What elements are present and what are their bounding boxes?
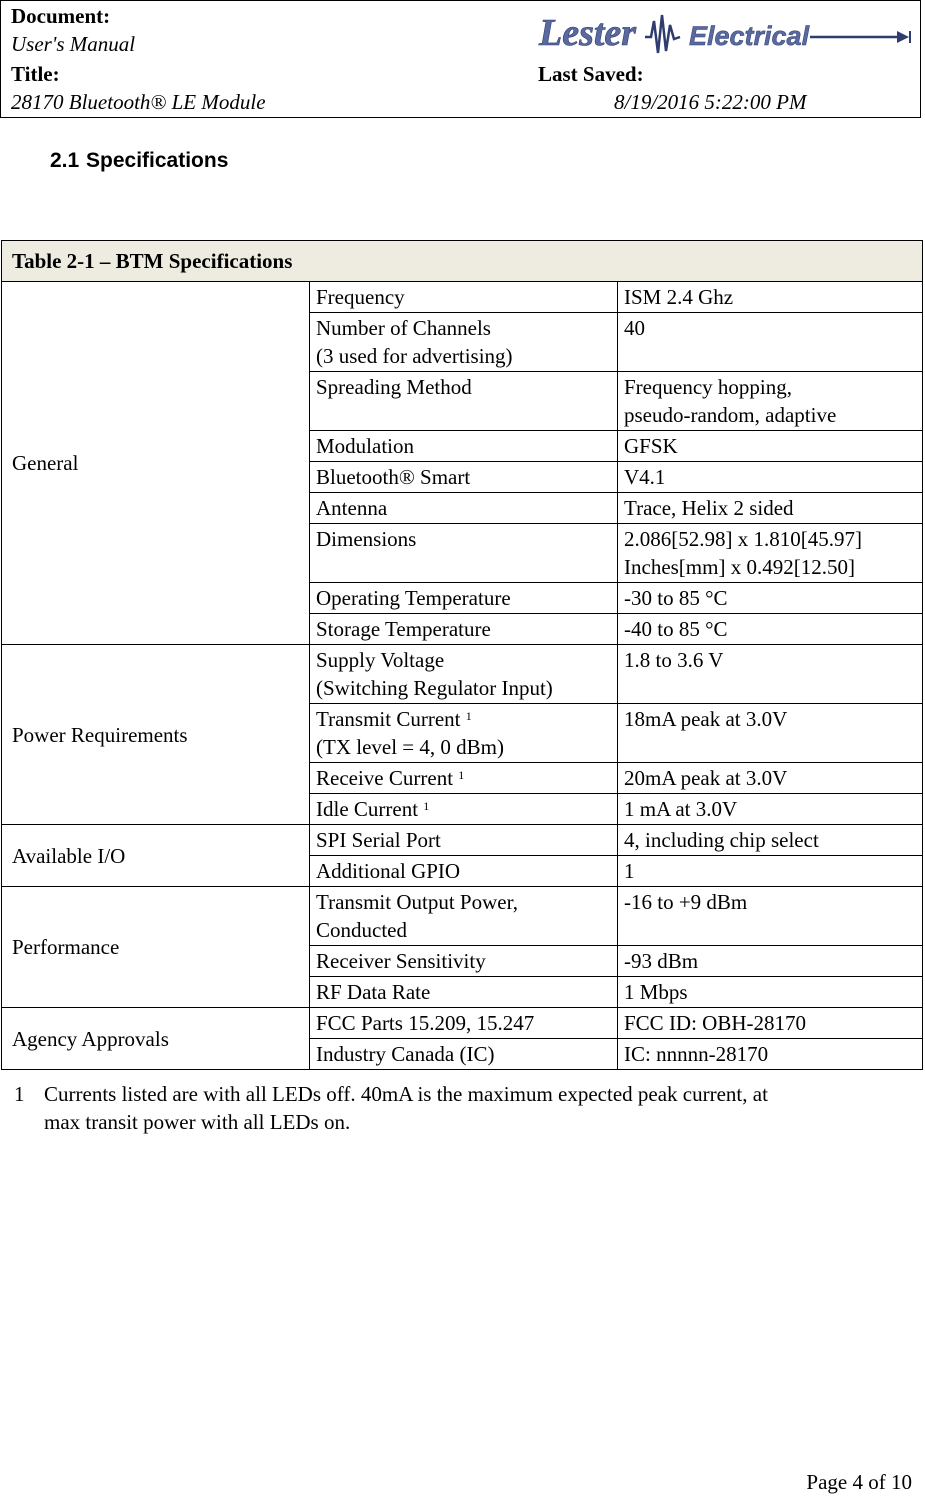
title-label: Title: (11, 62, 60, 86)
param-cell: RF Data Rate (310, 977, 618, 1008)
group-available-io: Available I/O (2, 825, 310, 887)
value-cell: -40 to 85 °C (618, 614, 923, 645)
value-cell (618, 372, 923, 431)
value-line: Frequency hopping, (624, 375, 792, 399)
btm-specifications-table (1, 240, 923, 1070)
param-line: Transmit Output Power, (316, 890, 518, 914)
group-agency-approvals: Agency Approvals (2, 1008, 310, 1070)
lester-electrical-logo (537, 7, 917, 59)
group-power-requirements: Power Requirements (2, 645, 310, 825)
value-cell: -93 dBm (618, 946, 923, 977)
param-cell: Modulation (310, 431, 618, 462)
param-line: (Switching Regulator Input) (316, 676, 553, 700)
last-saved-value: 8/19/2016 5:22:00 PM (614, 90, 807, 114)
value-cell: 1 Mbps (618, 977, 923, 1008)
value-line: 2.086[52.98] x 1.810[45.97] (624, 527, 862, 551)
param-cell: SPI Serial Port (310, 825, 618, 856)
svg-text:Lester: Lester (539, 12, 637, 54)
param-cell: Operating Temperature (310, 583, 618, 614)
value-cell: FCC ID: OBH-28170 (618, 1008, 923, 1039)
param-cell: Frequency (310, 282, 618, 313)
value-cell (618, 524, 923, 583)
footnote-ref: 1 (465, 709, 472, 723)
document-header (0, 0, 921, 118)
param-cell: FCC Parts 15.209, 15.247 (310, 1008, 618, 1039)
page-number: Page 4 of 10 (806, 1470, 912, 1494)
footnote-ref: 1 (458, 768, 465, 782)
table-caption: Table 2-1 – BTM Specifications (2, 241, 923, 282)
table-row (2, 645, 923, 704)
param-line: Conducted (316, 918, 407, 942)
document-label: Document: (11, 4, 111, 28)
param-cell: Spreading Method (310, 372, 618, 431)
title-value: 28170 Bluetooth® LE Module (11, 90, 266, 114)
footnote-ref: 1 (423, 799, 430, 813)
value-cell: ISM 2.4 Ghz (618, 282, 923, 313)
table-row (2, 282, 923, 313)
section-heading (50, 149, 228, 173)
value-cell: V4.1 (618, 462, 923, 493)
param-cell: Dimensions (310, 524, 618, 583)
last-saved-label: Last Saved: (538, 62, 644, 86)
value-cell: 4, including chip select (618, 825, 923, 856)
table-caption-row (2, 241, 923, 282)
param-cell (310, 794, 618, 825)
group-performance: Performance (2, 887, 310, 1008)
value-cell: GFSK (618, 431, 923, 462)
param-cell: Industry Canada (IC) (310, 1039, 618, 1070)
param-cell: Storage Temperature (310, 614, 618, 645)
value-line: pseudo-random, adaptive (624, 403, 837, 427)
value-cell: 18mA peak at 3.0V (618, 704, 923, 763)
param-line: Idle Current (316, 797, 419, 821)
param-cell: Receiver Sensitivity (310, 946, 618, 977)
value-cell: 1.8 to 3.6 V (618, 645, 923, 704)
footnote-text: Currents listed are with all LEDs off. 40mA is the maximum expected peak current, at (44, 1082, 768, 1106)
footnote-line (14, 1080, 914, 1108)
param-line: (TX level = 4, 0 dBm) (316, 735, 504, 759)
footnote-continuation: max transit power with all LEDs on. (44, 1110, 351, 1134)
value-cell: -16 to +9 dBm (618, 887, 923, 946)
footnote-number: 1 (14, 1082, 25, 1106)
param-cell (310, 313, 618, 372)
document-value: User's Manual (11, 32, 136, 56)
table-row (2, 1008, 923, 1039)
param-cell: Antenna (310, 493, 618, 524)
value-line: Inches[mm] x 0.492[12.50] (624, 555, 855, 579)
group-general: General (2, 282, 310, 645)
param-line: Receive Current (316, 766, 454, 790)
param-cell: Bluetooth® Smart (310, 462, 618, 493)
value-cell: 1 mA at 3.0V (618, 794, 923, 825)
section-title: Specifications (86, 149, 229, 172)
param-line: (3 used for advertising) (316, 344, 513, 368)
value-cell: 20mA peak at 3.0V (618, 763, 923, 794)
param-line: Number of Channels (316, 316, 491, 340)
param-cell: Additional GPIO (310, 856, 618, 887)
value-cell: Trace, Helix 2 sided (618, 493, 923, 524)
value-cell: 40 (618, 313, 923, 372)
param-cell (310, 645, 618, 704)
svg-text:Electrical: Electrical (689, 21, 810, 51)
table-footnote (14, 1080, 914, 1136)
table-row (2, 887, 923, 946)
section-number: 2.1 (50, 149, 80, 172)
value-cell: -30 to 85 °C (618, 583, 923, 614)
param-cell (310, 704, 618, 763)
param-line: Supply Voltage (316, 648, 445, 672)
param-cell (310, 763, 618, 794)
param-line: Transmit Current (316, 707, 461, 731)
value-cell: 1 (618, 856, 923, 887)
value-cell: IC: nnnnn-28170 (618, 1039, 923, 1070)
table-row (2, 825, 923, 856)
param-cell (310, 887, 618, 946)
